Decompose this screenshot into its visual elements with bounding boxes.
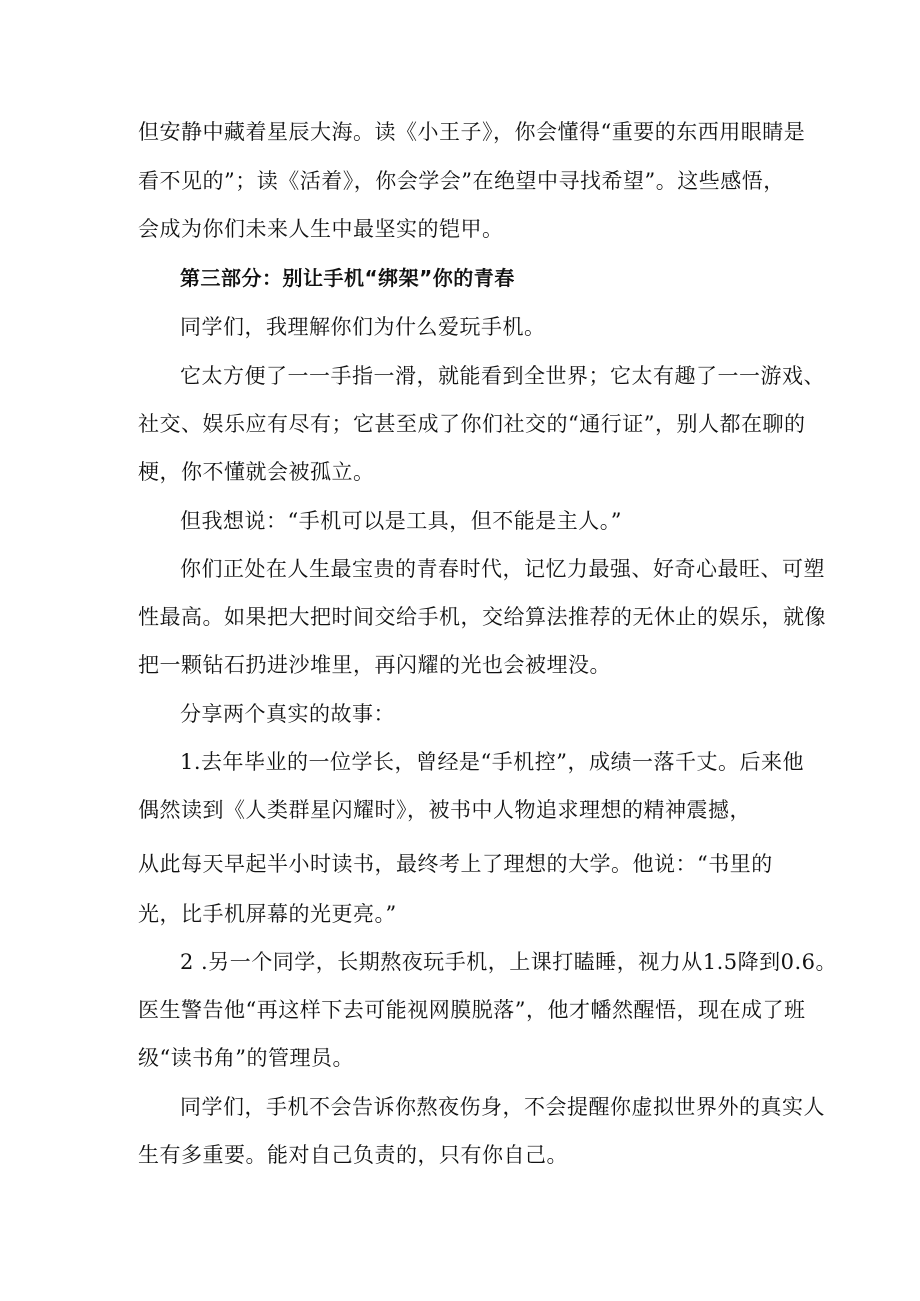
story-line: 偶然读到《人类群星闪耀时》，被书中人物追求理想的精神震撼， [138,798,751,822]
paragraph-line: 同学们，手机不会告诉你熬夜伤身，不会提醒你虚拟世界外的真实人 [180,1095,825,1119]
paragraph-line: 你们正处在人生最宝贵的青春时代，记忆力最强、好奇心最旺、可塑 [180,557,825,581]
section-heading: 第三部分：别让手机“绑架”你的青春 [180,266,515,290]
paragraph-line: 分享两个真实的故事： [180,702,395,726]
paragraph-line: 会成为你们未来人生中最坚实的铠甲。 [138,217,504,241]
paragraph-line: 性最高。如果把大把时间交给手机，交给算法推荐的无休止的娱乐，就像 [138,605,826,629]
paragraph-line: 把一颗钻石扔进沙堆里，再闪耀的光也会被埋没。 [138,653,611,677]
story-line: 医生警告他“再这样下去可能视网膜脱落”，他才幡然醒悟，现在成了班 [138,998,806,1022]
paragraph-line: 社交、娱乐应有尽有；它甚至成了你们社交的“通行证”，别人都在聊的 [138,412,806,436]
paragraph-line: 梗，你不懂就会被孤立。 [138,460,375,484]
paragraph-line: 它太方便了一一手指一滑，就能看到全世界；它太有趣了一一游戏、 [180,364,825,388]
story-line: 2 .另一个同学，长期熬夜玩手机，上课打瞌睡，视力从1.5降到0.6。 [180,950,838,974]
story-line: 1.去年毕业的一位学长，曾经是“手机控”，成绩一落千丈。后来他 [180,750,805,774]
paragraph-line: 生有多重要。能对自己负责的，只有你自己。 [138,1143,568,1167]
story-line: 级“读书角”的管理员。 [138,1046,354,1070]
paragraph-line: 同学们，我理解你们为什么爱玩手机。 [180,315,546,339]
story-line: 从此每天早起半小时读书，最终考上了理想的大学。他说：“书里的 [138,852,773,876]
paragraph-line: 但安静中藏着星辰大海。读《小王子》，你会懂得“重要的东西用眼睛是 [138,120,806,144]
story-line: 光，比手机屏幕的光更亮。” [138,902,397,926]
quote-line: 但我想说：“手机可以是工具，但不能是主人。” [180,509,622,533]
paragraph-line: 看不见的”；读《活着》，你会学会”在绝望中寻找希望”。这些感悟， [138,169,785,193]
